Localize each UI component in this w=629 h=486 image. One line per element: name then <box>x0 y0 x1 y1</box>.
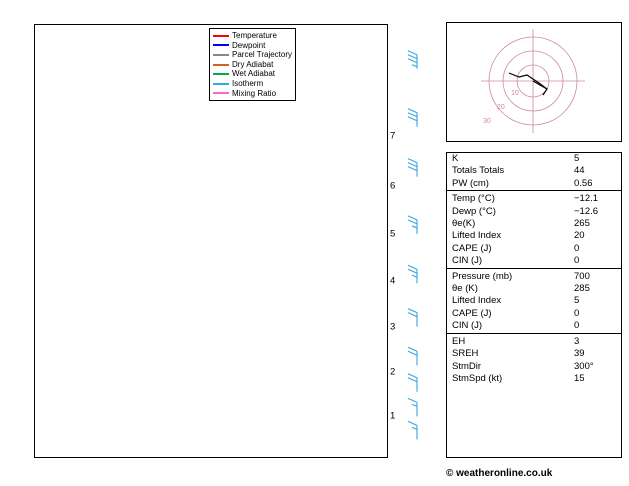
row-value: 285 <box>574 283 590 295</box>
row-value: 265 <box>574 218 590 230</box>
row-value: 700 <box>574 270 590 282</box>
legend-item <box>213 89 292 99</box>
row-value: 0 <box>574 255 580 267</box>
row-label: CIN (J) <box>452 255 483 267</box>
height-tick: 2 <box>390 366 396 378</box>
hodograph-row <box>447 373 621 385</box>
hodograph-section <box>447 333 621 386</box>
most-unstable-row <box>447 320 621 332</box>
hodograph-row <box>447 348 621 360</box>
legend-item <box>213 41 292 51</box>
row-label: Lifted Index <box>452 230 502 242</box>
legend-swatch <box>213 35 229 37</box>
legend-label: Wet Adiabat <box>232 69 275 79</box>
row-value: 3 <box>574 335 580 347</box>
row-value: 0.56 <box>574 177 593 189</box>
height-tick: 4 <box>390 275 396 287</box>
row-value: −12.6 <box>574 205 599 217</box>
legend-item <box>213 79 292 89</box>
row-label: SREH <box>452 348 479 360</box>
most-unstable-row <box>447 283 621 295</box>
height-tick: 7 <box>390 130 396 142</box>
row-value: 20 <box>574 230 585 242</box>
row-label: Lifted Index <box>452 295 502 307</box>
row-value: −12.1 <box>574 193 599 205</box>
row-label: PW (cm) <box>452 177 489 189</box>
row-label: EH <box>452 335 466 347</box>
legend <box>209 28 296 101</box>
legend-label: Temperature <box>232 31 277 40</box>
index-row <box>447 153 621 165</box>
legend-swatch <box>213 83 229 85</box>
surface-row <box>447 206 621 218</box>
legend-label: Parcel Trajectory <box>232 50 293 60</box>
row-value: 0 <box>574 242 580 254</box>
legend-swatch <box>213 44 229 46</box>
row-label: Temp (°C) <box>452 193 495 205</box>
surface-row <box>447 243 621 255</box>
legend-item <box>213 60 292 70</box>
row-label: CAPE (J) <box>452 307 492 319</box>
most-unstable-row <box>447 308 621 320</box>
most-unstable-section <box>447 268 621 333</box>
row-label: K <box>452 153 459 164</box>
row-label: θe(K) <box>452 218 476 230</box>
row-label: CAPE (J) <box>452 242 492 254</box>
legend-item <box>213 31 292 41</box>
most-unstable-row <box>447 295 621 307</box>
surface-section <box>447 190 621 267</box>
height-tick: 6 <box>390 180 396 192</box>
legend-label: Dewpoint <box>232 40 266 50</box>
legend-swatch <box>213 73 229 75</box>
legend-item <box>213 69 292 79</box>
legend-swatch <box>213 92 229 94</box>
indices-top-section <box>447 153 621 190</box>
row-value: 5 <box>574 153 580 164</box>
index-row <box>447 165 621 177</box>
row-label: Dewp (°C) <box>452 205 496 217</box>
row-value: 0 <box>574 320 580 332</box>
svg-text:30: 30 <box>483 118 491 125</box>
row-label: StmSpd (kt) <box>452 372 503 384</box>
legend-label: Isotherm <box>232 78 264 88</box>
row-label: CIN (J) <box>452 320 483 332</box>
surface-row <box>447 193 621 205</box>
hodograph-svg <box>447 23 619 139</box>
legend-swatch <box>213 54 229 56</box>
wind-barb-column <box>404 24 430 456</box>
height-tick: 3 <box>390 321 396 333</box>
credit-text: © weatheronline.co.uk <box>446 468 553 479</box>
legend-label: Dry Adiabat <box>232 59 274 69</box>
row-value: 0 <box>574 307 580 319</box>
row-label: θe (K) <box>452 283 478 295</box>
legend-item <box>213 50 292 60</box>
row-value: 44 <box>574 165 585 177</box>
height-tick: 5 <box>390 228 396 240</box>
svg-text:20: 20 <box>497 104 505 111</box>
surface-row <box>447 230 621 242</box>
row-value: 5 <box>574 295 580 307</box>
hodograph-panel <box>446 22 622 142</box>
row-label: StmDir <box>452 360 482 372</box>
height-tick: 1 <box>390 410 396 422</box>
row-value: 39 <box>574 348 585 360</box>
index-row <box>447 178 621 190</box>
most-unstable-row <box>447 271 621 283</box>
hodograph-row <box>447 336 621 348</box>
row-label: Pressure (mb) <box>452 270 513 282</box>
row-value: 15 <box>574 372 585 384</box>
indices-table <box>446 152 622 458</box>
row-label: Totals Totals <box>452 165 505 177</box>
temperature-axis <box>34 458 386 472</box>
hodograph-row <box>447 361 621 373</box>
surface-row <box>447 218 621 230</box>
pressure-axis <box>0 24 32 456</box>
legend-label: Mixing Ratio <box>232 88 277 98</box>
legend-swatch <box>213 64 229 66</box>
svg-text:10: 10 <box>511 90 519 97</box>
row-value: 300° <box>574 360 594 372</box>
surface-row <box>447 255 621 267</box>
